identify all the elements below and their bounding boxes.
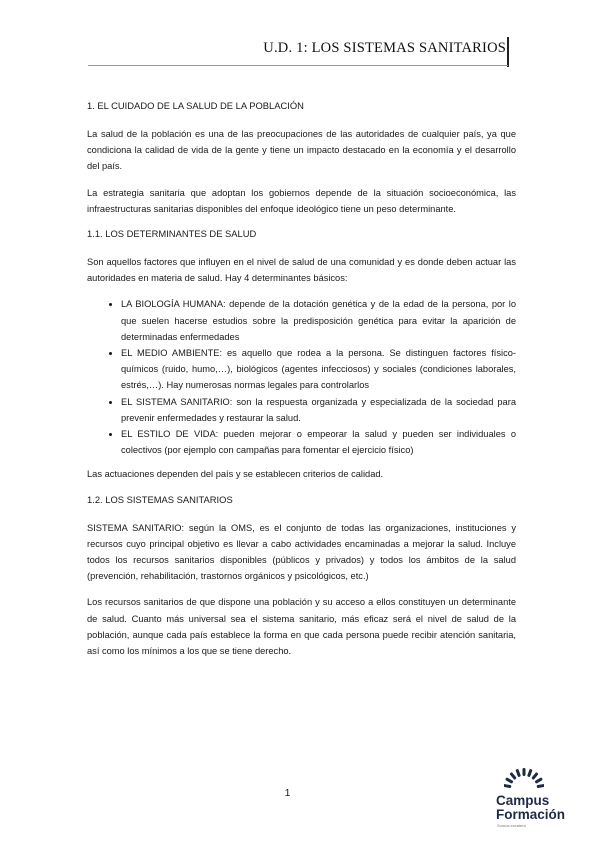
header-vertical-bar	[507, 37, 509, 67]
header-rule	[88, 65, 508, 66]
section-heading-1-2: 1.2. LOS SISTEMAS SANITARIOS	[87, 493, 233, 505]
list-item: • LA BIOLOGÍA HUMANA: depende de la dotación genética y de la edad de la persona, por lo que suelen hacerse estudios sobre la predisposición genética para evitar la aparición de determinadas enfermedades	[121, 296, 516, 345]
paragraph: SISTEMA SANITARIO: según la OMS, es el conjunto de todas las organizaciones, instituciones y recursos cuyo principal objetivo es llevar a cabo actividades encaminadas a mejorar la salud. Incluye todos los recursos sanitarios disponibles (públicos y privados) y todos los ámbitos de la salud (prevención, rehabilitación, trastornos orgánicos y psicológicos, etc.)	[87, 522, 516, 582]
list-item: • EL SISTEMA SANITARIO: son la respuesta organizada y especializada de la sociedad para prevenir enfermedades y restaurar la salud.	[121, 394, 516, 426]
document-body	[87, 99, 516, 669]
paragraph: Los recursos sanitarios de que dispone una población y su acceso a ellos constituyen un determinante de salud. Cuanto más universal sea el sistema sanitario, más eficaz será el nivel de salud de la población, aunque cada país establece la forma en que cada persona puede recibir atención sanitaria, así como los mínimos a los que se tiene derecho.	[87, 597, 516, 657]
list-item: • EL ESTILO DE VIDA: pueden mejorar o empeorar la salud y pueden ser individuales o colectivos (por ejemplo con campañas para fomentar el ejercicio físico)	[121, 426, 516, 458]
logo-text-campus: Campus	[496, 793, 550, 808]
header-title: U.D. 1: LOS SISTEMAS SANITARIOS	[263, 40, 506, 56]
section-heading-1: 1. EL CUIDADO DE LA SALUD DE LA POBLACIÓN	[87, 100, 304, 111]
logo-text-formacion: Formación	[496, 807, 566, 822]
paragraph: Son aquellos factores que influyen en el nivel de salud de una comunidad y es donde deben actuar las autoridades en materia de salud. Hay 4 determinantes básicos:	[87, 257, 516, 284]
sunburst-logo-icon	[504, 767, 544, 791]
paragraph: Las actuaciones dependen del país y se establecen criterios de calidad.	[87, 469, 384, 480]
section-heading-1-1: 1.1. LOS DETERMINANTES DE SALUD	[87, 228, 257, 240]
paragraph: La salud de la población es una de las preocupaciones de las autoridades de cualquier país, ya que condiciona la calidad de vida de la gente y tiene un impacto destacado en la economía y el desarrollo del país.	[87, 129, 516, 172]
determinants-list	[87, 296, 516, 458]
logo-tagline: Somos escalera	[497, 823, 526, 828]
paragraph: La estrategia sanitaria que adoptan los gobiernos depende de la situación socioeconómica, las infraestructuras sanitarias disponibles del enfoque ideológico tiene un peso determinante.	[87, 187, 516, 214]
list-item: • EL MEDIO AMBIENTE: es aquello que rodea a la persona. Se distinguen factores físico-químicos (ruido, humo,…), biológicos (agentes infecciosos) y sociales (condiciones laborales, estrés,…). Hay numerosas normas legales para controlarlos	[121, 345, 516, 394]
page-number: 1	[284, 787, 291, 799]
campus-formacion-logo	[496, 767, 592, 833]
